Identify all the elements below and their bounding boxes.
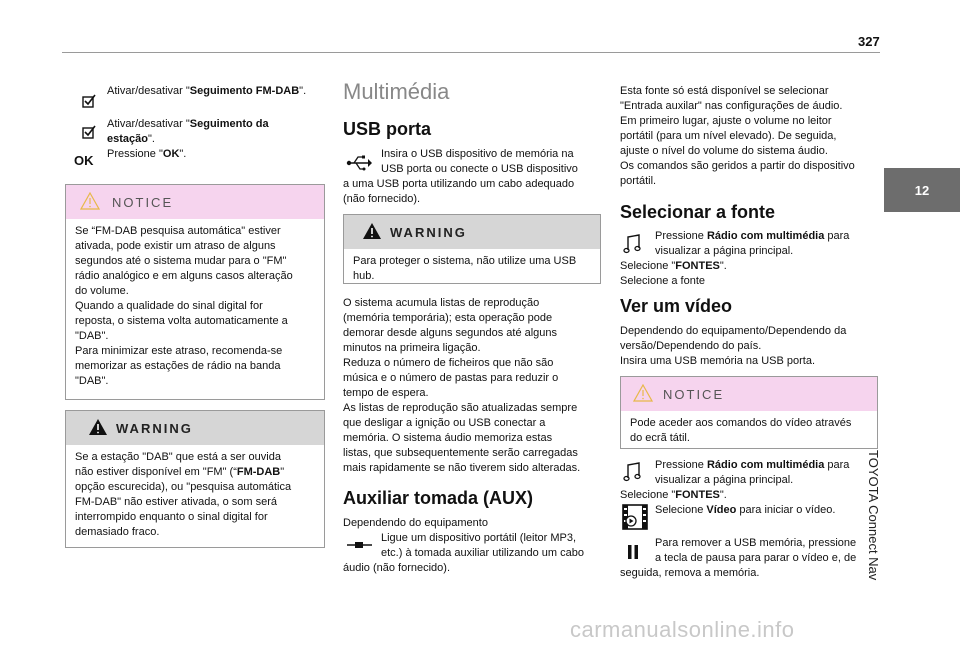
aux-text-line: etc.) à tomada auxiliar utilizando um cabo xyxy=(381,547,584,559)
checkbox-icon xyxy=(82,125,96,139)
page-number: 327 xyxy=(858,34,880,49)
select-source-title: Selecionar a fonte xyxy=(620,202,776,222)
remove-text-line: a tecla de pausa para parar o vídeo e, de xyxy=(655,552,857,564)
chapter-tab-number: 12 xyxy=(914,182,930,198)
warning-triangle-icon xyxy=(88,418,108,436)
select-source-line2: visualizar a página principal. xyxy=(655,245,794,257)
section-title: Multimédia xyxy=(343,79,450,104)
remove-text-line: seguida, remova a memória. xyxy=(620,567,760,579)
press-ok-text: Pressione "OK". xyxy=(107,148,187,160)
video-text-line: versão/Dependendo do país. xyxy=(620,340,762,352)
warning-body: Para proteger o sistema, não utilize uma USB hub. xyxy=(353,255,577,282)
notice-title: NOTICE xyxy=(663,387,725,402)
video-step-line2: visualizar a página principal. xyxy=(655,474,794,486)
notice-header xyxy=(66,185,324,219)
video-step-line1: Pressione Rádio com multimédia para xyxy=(655,459,850,471)
select-source-line3: Selecione "FONTES". xyxy=(620,260,727,272)
warning-body: Se a estação "DAB" que está a ser ouvida não estiver disponível em "FM" (“FM-DAB" opção escurecida), ou "pesquisa automática FM-DAB" não estiver ativada, o som será interrompido enquanto o sinal digital for demasiado fraco. xyxy=(75,451,292,538)
video-step-line4: Selecione Vídeo para iniciar o vídeo. xyxy=(655,504,836,516)
aux-plug-icon xyxy=(347,540,373,550)
ok-icon: OK xyxy=(74,153,94,168)
warning-header xyxy=(344,215,600,249)
music-note-icon xyxy=(623,462,641,482)
notice-body: Se “FM-DAB pesquisa automática" estiver ativada, pode existir um atraso de alguns segundos até o sistema mudar para o "FM" rádio analógico e em alguns casos alteração do volume. Quando a qualidade do sinal digital for reposta, o sistema volta automaticamente a "DAB". Para minimizar este atraso, recomenda-se memorizar as estações de rádio na banda "DAB". xyxy=(75,225,293,387)
header-rule xyxy=(62,52,880,53)
select-source-line4: Selecione a fonte xyxy=(620,275,706,287)
aux-text-line: Ligue um dispositivo portátil (leitor MP3, xyxy=(381,532,577,544)
notice-box-1 xyxy=(65,184,325,400)
video-text-line: Insira uma USB memória na USB porta. xyxy=(620,355,816,367)
notice-header xyxy=(621,377,877,411)
watch-video-title: Ver um vídeo xyxy=(620,296,733,316)
chapter-title: TOYOTA Connect Nav xyxy=(866,450,881,581)
select-source-line1: Pressione Rádio com multimédia para xyxy=(655,230,850,242)
usb-text-line: (não fornecido). xyxy=(343,193,421,205)
aux-intro-text: Esta fonte só está disponível se selecionar "Entrada auxilar" nas configurações de áudio. Em primeiro lugar, ajuste o volume no leitor portátil (para um nível elevado). De seguida, ajuste o nível do volume do sistema áudio. Os comandos são geridos a partir do dispositivo portátil. xyxy=(620,85,855,187)
aux-text-line: áudio (não fornecido). xyxy=(343,562,451,574)
video-film-icon xyxy=(621,503,649,531)
warning-title: WARNING xyxy=(390,225,467,240)
notice-body: Pode aceder aos comandos do vídeo através do ecrã tátil. xyxy=(630,417,852,444)
video-text-line: Dependendo do equipamento/Dependendo da xyxy=(620,325,847,337)
warning-box-1 xyxy=(65,410,325,548)
pause-icon xyxy=(627,545,639,559)
notice-triangle-icon xyxy=(633,384,653,402)
checkbox-icon xyxy=(82,94,96,108)
usb-text-line: a uma USB porta utilizando um cabo adequado xyxy=(343,178,575,190)
music-note-icon xyxy=(623,234,641,254)
usb-text-line: Insira o USB dispositivo de memória na xyxy=(381,148,574,160)
chapter-tab[interactable] xyxy=(884,168,960,212)
usb-icon xyxy=(346,155,372,171)
warning-header xyxy=(66,411,324,445)
toggle-station-follow-text: Ativar/desativar "Seguimento da xyxy=(107,118,269,130)
aux-text-line: Dependendo do equipamento xyxy=(343,517,488,529)
notice-box-2 xyxy=(620,376,878,449)
notice-triangle-icon xyxy=(80,192,100,210)
toggle-station-follow-text-2: estação". xyxy=(107,133,155,145)
remove-text-line: Para remover a USB memória, pressione xyxy=(655,537,857,549)
warning-box-2 xyxy=(343,214,601,284)
warning-triangle-icon xyxy=(362,222,382,240)
notice-title: NOTICE xyxy=(112,195,174,210)
playlist-text: O sistema acumula listas de reprodução (memória temporária); esta operação pode demorar desde alguns segundos até alguns minutos na primeira ligação. Reduza o número de ficheiros que não são música e o número de pastas para reduzir o tempo de espera. As listas de reprodução são atualizadas sempre que desligar a ignição ou USB conectar a memória. O sistema áudio memoriza estas listas, que subsequentemente serão carregadas mais rapidamente se não tiverem sido alteradas. xyxy=(343,297,581,474)
video-step-line3: Selecione "FONTES". xyxy=(620,489,727,501)
aux-title: Auxiliar tomada (AUX) xyxy=(343,488,534,508)
toggle-fm-dab-text: Ativar/desativar "Seguimento FM-DAB". xyxy=(107,85,307,97)
watermark: carmanualsonline.info xyxy=(570,617,795,642)
usb-title: USB porta xyxy=(343,119,432,139)
usb-text-line: USB porta ou conecte o USB dispositivo xyxy=(381,163,578,175)
warning-title: WARNING xyxy=(116,421,193,436)
